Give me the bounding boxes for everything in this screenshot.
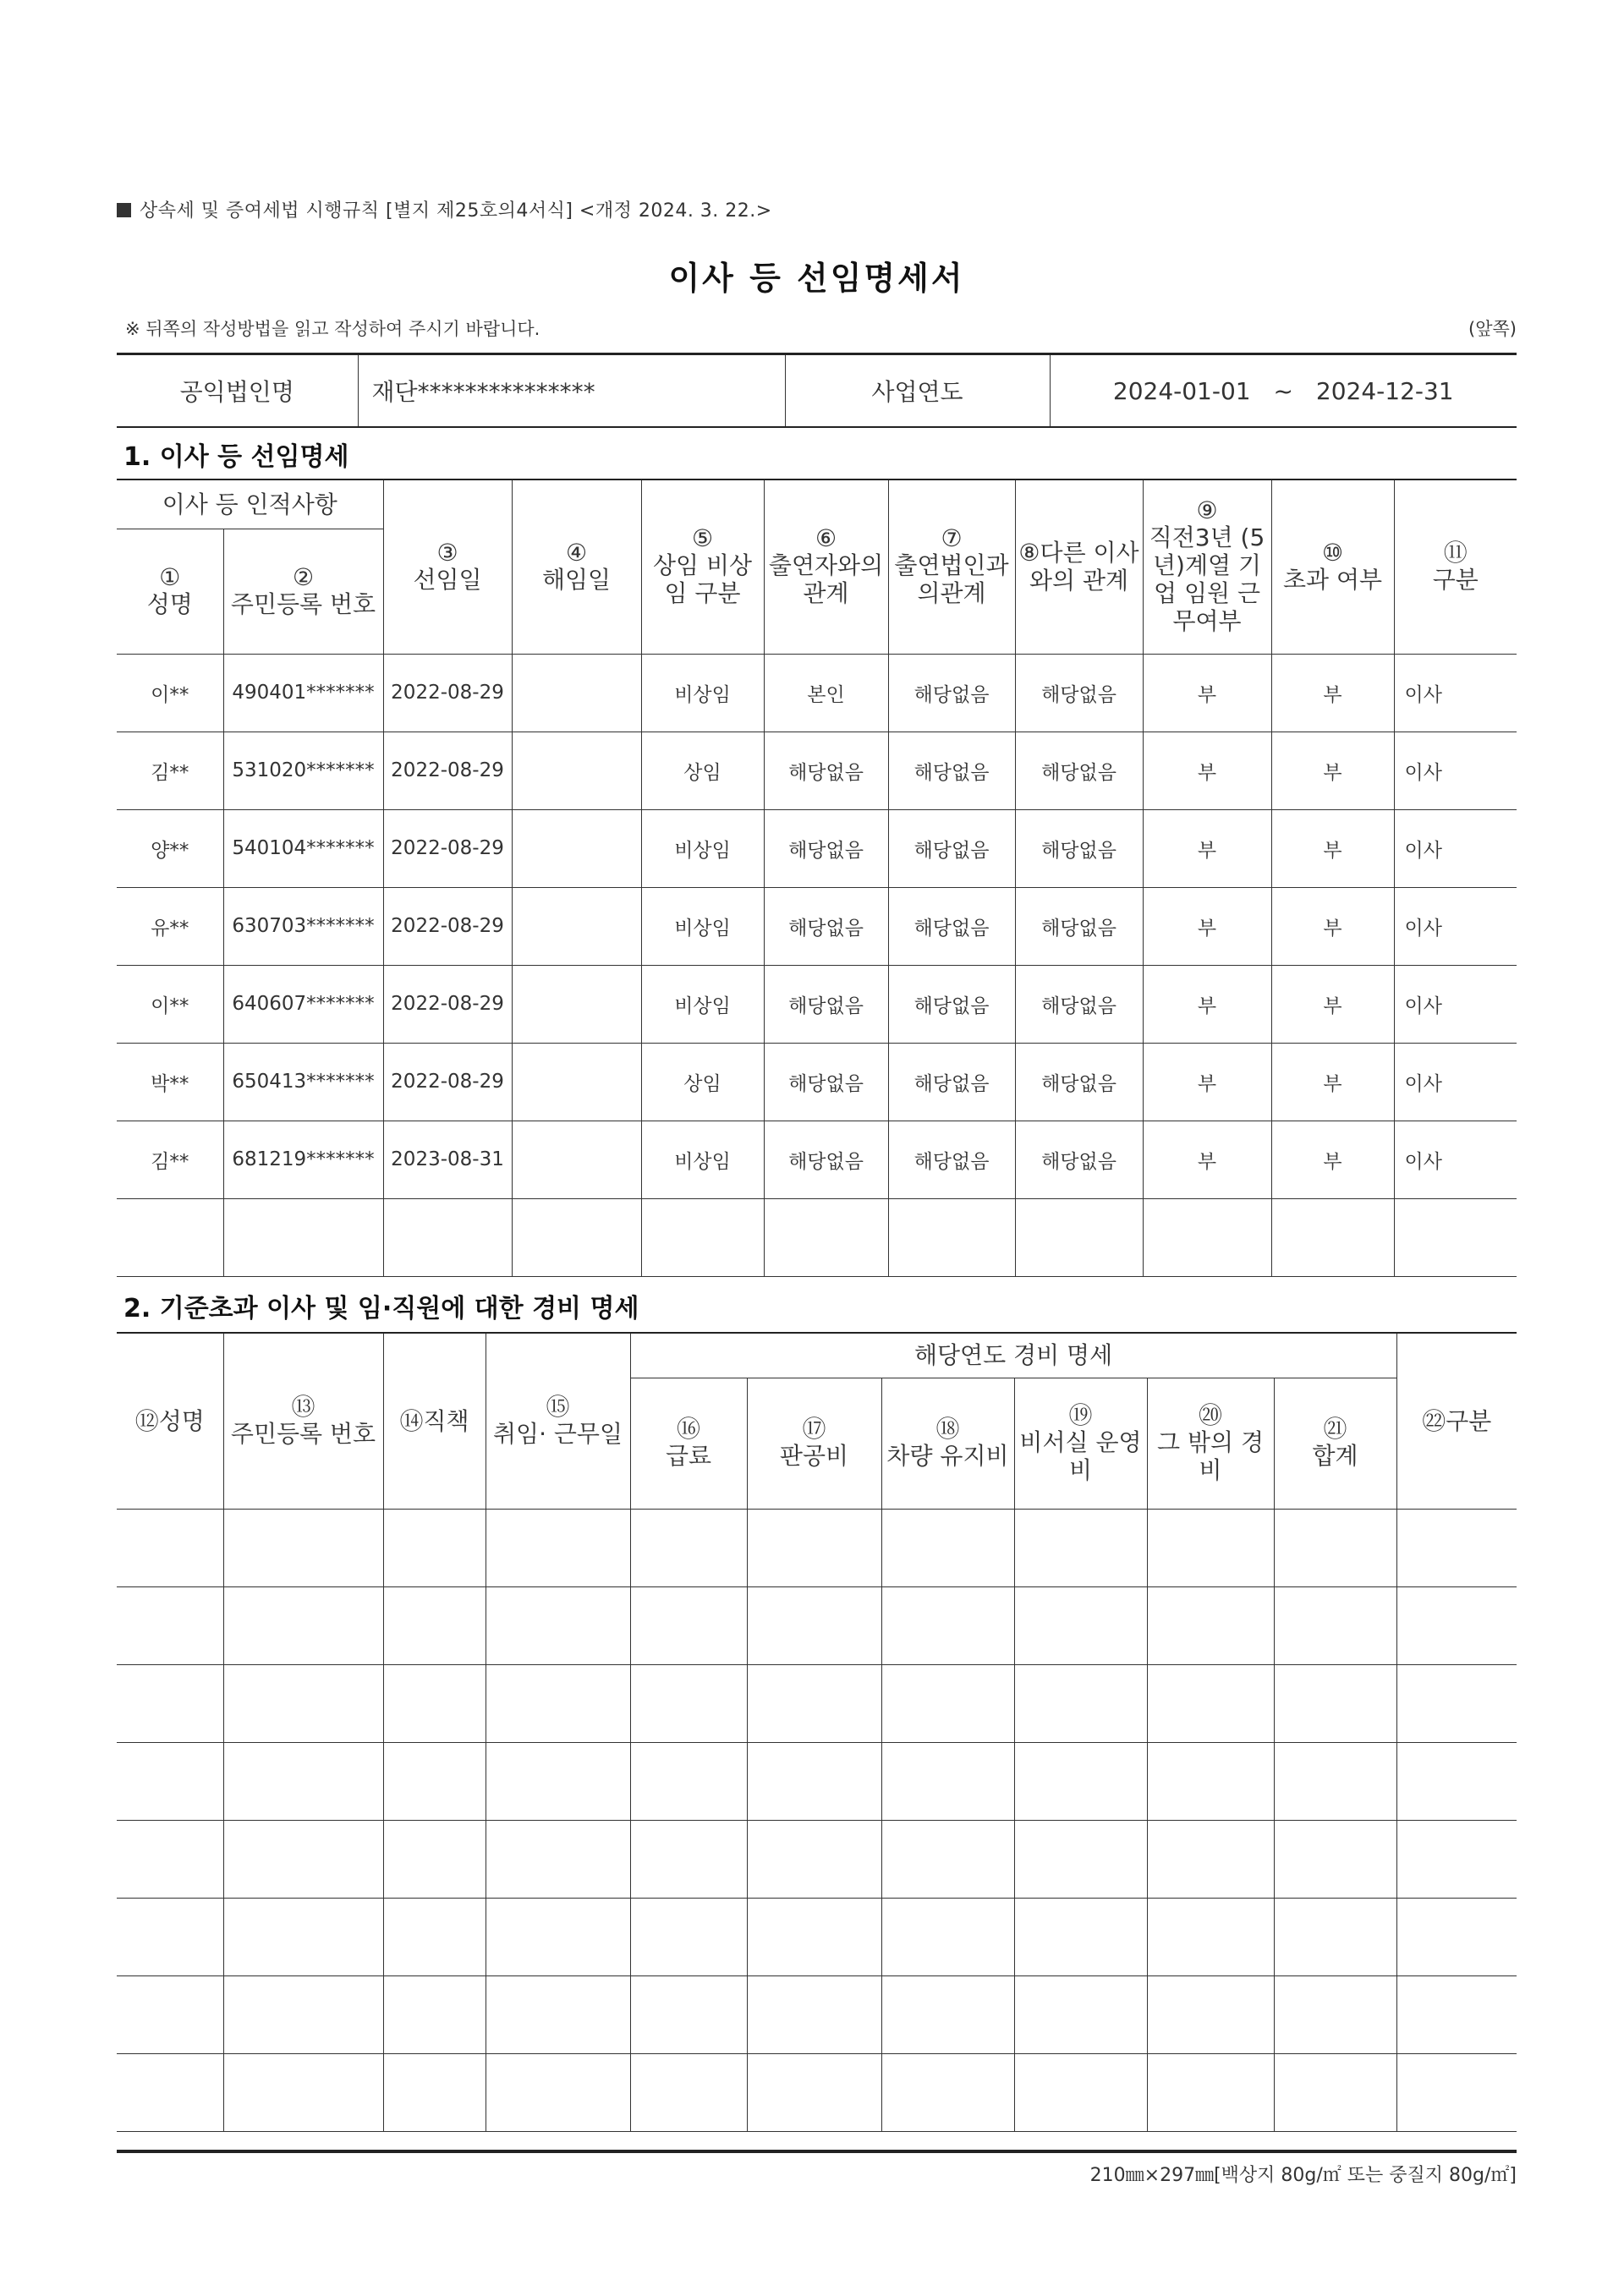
table-cell[interactable] <box>1014 1820 1147 1898</box>
table-cell[interactable]: 이사 <box>1394 654 1517 732</box>
table-cell[interactable] <box>630 1586 747 1664</box>
table-cell[interactable]: 부 <box>1271 965 1394 1043</box>
col-header-19: ⑲ 비서실 운영비 <box>1014 1378 1147 1509</box>
table-cell[interactable] <box>1274 2053 1396 2131</box>
table-cell[interactable]: 해당없음 <box>888 887 1015 965</box>
table-cell[interactable]: 상임 <box>641 732 764 809</box>
table-cell[interactable] <box>747 2053 881 2131</box>
col-header-21: ㉑ 합계 <box>1274 1378 1396 1509</box>
table-cell[interactable]: 부 <box>1271 887 1394 965</box>
table-cell[interactable]: 비상임 <box>641 887 764 965</box>
table-cell[interactable]: 본인 <box>764 654 888 732</box>
table-cell[interactable]: 양** <box>117 809 223 887</box>
table-cell[interactable] <box>512 1121 641 1198</box>
fiscal-year-end: 2024-12-31 <box>1315 376 1454 405</box>
col-header-3: ③ 선임일 <box>383 479 512 654</box>
table-cell[interactable] <box>383 2053 486 2131</box>
table-cell[interactable] <box>117 2053 223 2131</box>
table-cell[interactable] <box>881 1898 1014 1975</box>
table-cell[interactable] <box>223 1198 383 1276</box>
table-cell[interactable]: 해당없음 <box>1015 732 1143 809</box>
table-cell[interactable]: 비상임 <box>641 809 764 887</box>
table-cell[interactable] <box>117 1975 223 2053</box>
table-row <box>117 1975 1517 2053</box>
table-cell[interactable] <box>630 1742 747 1820</box>
fiscal-year-start: 2024-01-01 <box>1112 376 1251 405</box>
table-cell[interactable]: 부 <box>1271 732 1394 809</box>
table-cell[interactable]: 해당없음 <box>764 1043 888 1121</box>
table-cell[interactable] <box>383 1664 486 1742</box>
personal-info-header: 이사 등 인적사항 <box>117 479 383 529</box>
table-row <box>117 1509 1517 1586</box>
table-cell[interactable]: 해당없음 <box>764 809 888 887</box>
table-cell[interactable] <box>383 1898 486 1975</box>
table-cell[interactable] <box>1014 1586 1147 1664</box>
table-cell[interactable] <box>747 1509 881 1586</box>
form-notice: ※ 뒤쪽의 작성방법을 읽고 작성하여 주시기 바랍니다. <box>125 319 540 339</box>
table-cell[interactable] <box>223 1820 383 1898</box>
form-title: 이사 등 선임명세서 <box>668 260 965 297</box>
table-cell[interactable] <box>1147 1664 1274 1742</box>
table-cell[interactable] <box>1147 1509 1274 1586</box>
corp-info-table <box>117 353 1517 428</box>
table-cell[interactable] <box>1396 1742 1517 1820</box>
table-cell[interactable] <box>881 1664 1014 1742</box>
table-row <box>117 1586 1517 1664</box>
table-cell[interactable]: 해당없음 <box>764 1121 888 1198</box>
table-cell[interactable]: 2022-08-29 <box>383 1043 512 1121</box>
col-header-12: ⑫성명 <box>117 1333 223 1509</box>
table-row <box>117 1742 1517 1820</box>
table-cell[interactable]: 2022-08-29 <box>383 732 512 809</box>
table-row <box>117 809 1517 887</box>
table-cell[interactable]: 해당없음 <box>888 732 1015 809</box>
table-cell[interactable]: 해당없음 <box>888 965 1015 1043</box>
table-cell[interactable]: 531020******* <box>223 732 383 809</box>
table-cell[interactable]: 비상임 <box>641 1121 764 1198</box>
table-cell[interactable]: 부 <box>1271 809 1394 887</box>
table-cell[interactable]: 부 <box>1143 1043 1271 1121</box>
table-cell[interactable] <box>881 1742 1014 1820</box>
table-cell[interactable] <box>1396 1586 1517 1664</box>
table-cell[interactable] <box>383 1820 486 1898</box>
section1-title: 1. 이사 등 선임명세 <box>123 442 349 472</box>
table-cell[interactable] <box>1014 1509 1147 1586</box>
table-cell[interactable] <box>881 2053 1014 2131</box>
table-cell[interactable] <box>117 1586 223 1664</box>
fiscal-year-label: 사업연도 <box>785 354 1050 428</box>
table-cell[interactable] <box>486 2053 630 2131</box>
table-cell[interactable] <box>630 1664 747 1742</box>
col-header-4: ④ 해임일 <box>512 479 641 654</box>
table-cell[interactable]: 김** <box>117 732 223 809</box>
table-cell[interactable] <box>1396 1509 1517 1586</box>
table-cell[interactable] <box>1271 1198 1394 1276</box>
table-cell[interactable] <box>881 1975 1014 2053</box>
col-header-5: ⑤ 상임 비상임 구분 <box>641 479 764 654</box>
table-cell[interactable]: 650413******* <box>223 1043 383 1121</box>
table-cell[interactable] <box>117 1198 223 1276</box>
table-cell[interactable]: 부 <box>1143 654 1271 732</box>
col-header-20: ⑳ 그 밖의 경비 <box>1147 1378 1274 1509</box>
table-cell[interactable]: 630703******* <box>223 887 383 965</box>
table-cell[interactable]: 비상임 <box>641 654 764 732</box>
col-header-18: ⑱ 차량 유지비 <box>881 1378 1014 1509</box>
table-cell[interactable] <box>486 1975 630 2053</box>
table-cell[interactable] <box>512 1043 641 1121</box>
table-cell[interactable] <box>223 2053 383 2131</box>
table-cell[interactable] <box>117 1820 223 1898</box>
table-row <box>117 1898 1517 1975</box>
table-cell[interactable] <box>1274 1509 1396 1586</box>
table-cell[interactable]: 2023-08-31 <box>383 1121 512 1198</box>
table-cell[interactable] <box>512 732 641 809</box>
table-cell[interactable]: 이사 <box>1394 809 1517 887</box>
table-cell[interactable] <box>881 1820 1014 1898</box>
table-cell[interactable]: 2022-08-29 <box>383 887 512 965</box>
table-cell[interactable] <box>641 1198 764 1276</box>
table-cell[interactable] <box>1274 1742 1396 1820</box>
table-cell[interactable]: 해당없음 <box>764 732 888 809</box>
col-header-17: ⑰ 판공비 <box>747 1378 881 1509</box>
table-cell[interactable] <box>223 1742 383 1820</box>
table-cell[interactable] <box>888 1198 1015 1276</box>
table-cell[interactable]: 해당없음 <box>764 887 888 965</box>
table-cell[interactable]: 김** <box>117 1121 223 1198</box>
table-cell[interactable] <box>747 1586 881 1664</box>
col-header-16: ⑯ 급료 <box>630 1378 747 1509</box>
table-cell[interactable] <box>630 1975 747 2053</box>
table-cell[interactable] <box>486 1742 630 1820</box>
table-cell[interactable]: 유** <box>117 887 223 965</box>
table-cell[interactable] <box>223 1975 383 2053</box>
table-cell[interactable] <box>1396 1898 1517 1975</box>
table-cell[interactable] <box>1274 1820 1396 1898</box>
table-cell[interactable] <box>1014 1742 1147 1820</box>
table-cell[interactable] <box>747 1820 881 1898</box>
table-cell[interactable]: 490401******* <box>223 654 383 732</box>
table-cell[interactable]: 해당없음 <box>888 809 1015 887</box>
table-cell[interactable]: 2022-08-29 <box>383 654 512 732</box>
legal-reference <box>117 196 772 222</box>
fiscal-year-separator: ~ <box>1273 376 1293 405</box>
table-cell[interactable] <box>117 1898 223 1975</box>
table-row <box>117 887 1517 965</box>
table-cell[interactable] <box>1147 1820 1274 1898</box>
table-cell[interactable] <box>1147 1898 1274 1975</box>
table-row <box>117 1198 1517 1276</box>
table-cell[interactable] <box>1143 1198 1271 1276</box>
expense-table <box>117 1332 1517 2132</box>
table-cell[interactable] <box>1147 2053 1274 2131</box>
table-cell[interactable]: 부 <box>1143 887 1271 965</box>
table-cell[interactable]: 이사 <box>1394 887 1517 965</box>
col-header-7: ⑦ 출연법인과의관계 <box>888 479 1015 654</box>
table-cell[interactable] <box>117 1742 223 1820</box>
table-cell[interactable]: 부 <box>1143 809 1271 887</box>
corp-name-label: 공익법인명 <box>179 378 294 406</box>
table-cell[interactable] <box>1014 1975 1147 2053</box>
table-cell[interactable] <box>881 1586 1014 1664</box>
corp-name-value: 재단*************** <box>358 354 785 428</box>
table-cell[interactable]: 이사 <box>1394 1121 1517 1198</box>
table-cell[interactable]: 681219******* <box>223 1121 383 1198</box>
table-cell[interactable] <box>383 1742 486 1820</box>
table-cell[interactable] <box>512 654 641 732</box>
table-cell[interactable]: 해당없음 <box>888 654 1015 732</box>
table-cell[interactable]: 해당없음 <box>888 1043 1015 1121</box>
table-row <box>117 1121 1517 1198</box>
col-header-2: ② 주민등록 번호 <box>223 529 383 654</box>
table-cell[interactable]: 2022-08-29 <box>383 965 512 1043</box>
table-cell[interactable] <box>1274 1975 1396 2053</box>
table-cell[interactable] <box>630 2053 747 2131</box>
col-header-15: ⑮ 취임· 근무일 <box>486 1333 630 1509</box>
table-cell[interactable] <box>630 1509 747 1586</box>
table-cell[interactable] <box>1014 2053 1147 2131</box>
table-cell[interactable] <box>512 809 641 887</box>
table-cell[interactable] <box>1396 1664 1517 1742</box>
table-cell[interactable] <box>117 1664 223 1742</box>
table-row <box>117 1820 1517 1898</box>
page-side-label: (앞쪽) <box>1468 319 1517 339</box>
director-table <box>117 479 1517 1277</box>
table-cell[interactable]: 해당없음 <box>1015 1043 1143 1121</box>
table-cell[interactable]: 540104******* <box>223 809 383 887</box>
table-cell[interactable] <box>1147 1742 1274 1820</box>
table-cell[interactable]: 2022-08-29 <box>383 809 512 887</box>
table-cell[interactable]: 이사 <box>1394 732 1517 809</box>
table-row <box>117 654 1517 732</box>
table-cell[interactable] <box>383 1198 512 1276</box>
table-cell[interactable]: 640607******* <box>223 965 383 1043</box>
table-cell[interactable] <box>223 1898 383 1975</box>
table-cell[interactable] <box>486 1509 630 1586</box>
table-cell[interactable] <box>223 1664 383 1742</box>
table-cell[interactable]: 해당없음 <box>1015 809 1143 887</box>
table-cell[interactable] <box>383 1509 486 1586</box>
col-header-11: ⑪ 구분 <box>1394 479 1517 654</box>
table-row <box>117 732 1517 809</box>
table-cell[interactable]: 부 <box>1271 1121 1394 1198</box>
table-cell[interactable] <box>1015 1198 1143 1276</box>
table-cell[interactable]: 해당없음 <box>1015 887 1143 965</box>
table-cell[interactable] <box>512 965 641 1043</box>
table-cell[interactable]: 이** <box>117 654 223 732</box>
expense-group-header: 해당연도 경비 명세 <box>630 1333 1396 1378</box>
table-cell[interactable]: 해당없음 <box>1015 965 1143 1043</box>
table-cell[interactable]: 부 <box>1143 1121 1271 1198</box>
table-cell[interactable]: 해당없음 <box>888 1121 1015 1198</box>
table-cell[interactable] <box>1274 1586 1396 1664</box>
table-cell[interactable] <box>1394 1198 1517 1276</box>
table-cell[interactable] <box>486 1898 630 1975</box>
table-cell[interactable] <box>1396 1820 1517 1898</box>
table-cell[interactable] <box>383 1586 486 1664</box>
table-cell[interactable]: 부 <box>1271 1043 1394 1121</box>
square-bullet-icon <box>117 203 131 217</box>
table-cell[interactable] <box>1274 1898 1396 1975</box>
table-cell[interactable]: 해당없음 <box>764 965 888 1043</box>
table-cell[interactable] <box>1274 1664 1396 1742</box>
table-cell[interactable] <box>1014 1898 1147 1975</box>
col-header-6: ⑥ 출연자와의 관계 <box>764 479 888 654</box>
table-cell[interactable] <box>1147 1975 1274 2053</box>
col-header-9: ⑨ 직전3년 (5년)계열 기업 임원 근무여부 <box>1143 479 1271 654</box>
table-cell[interactable] <box>747 1742 881 1820</box>
table-cell[interactable] <box>117 1509 223 1586</box>
table-cell[interactable] <box>747 1975 881 2053</box>
table-cell[interactable]: 상임 <box>641 1043 764 1121</box>
table-cell[interactable]: 부 <box>1271 654 1394 732</box>
table-row <box>117 1043 1517 1121</box>
table-cell[interactable]: 해당없음 <box>1015 1121 1143 1198</box>
table-cell[interactable]: 이** <box>117 965 223 1043</box>
table-cell[interactable] <box>1014 1664 1147 1742</box>
bottom-rule <box>117 2150 1517 2153</box>
table-cell[interactable]: 부 <box>1143 732 1271 809</box>
table-cell[interactable]: 비상임 <box>641 965 764 1043</box>
fiscal-year-value <box>1050 354 1517 428</box>
col-header-10: ⑩ 초과 여부 <box>1271 479 1394 654</box>
table-cell[interactable]: 해당없음 <box>1015 654 1143 732</box>
table-cell[interactable] <box>223 1586 383 1664</box>
col-header-22: ㉒구분 <box>1396 1333 1517 1509</box>
col-header-14: ⑭직책 <box>383 1333 486 1509</box>
col-header-13: ⑬ 주민등록 번호 <box>223 1333 383 1509</box>
table-cell[interactable] <box>881 1509 1014 1586</box>
table-cell[interactable] <box>383 1975 486 2053</box>
table-cell[interactable] <box>747 1898 881 1975</box>
table-cell[interactable] <box>1396 2053 1517 2131</box>
table-cell[interactable] <box>512 1198 641 1276</box>
table-cell[interactable] <box>630 1898 747 1975</box>
table-cell[interactable] <box>630 1820 747 1898</box>
table-cell[interactable] <box>747 1664 881 1742</box>
table-cell[interactable] <box>512 887 641 965</box>
table-cell[interactable] <box>223 1509 383 1586</box>
paper-spec: 210㎜×297㎜[백상지 80g/㎡ 또는 중질지 80g/㎡] <box>1089 2165 1517 2186</box>
table-cell[interactable]: 박** <box>117 1043 223 1121</box>
table-cell[interactable] <box>486 1820 630 1898</box>
table-cell[interactable] <box>486 1664 630 1742</box>
table-row <box>117 2053 1517 2131</box>
table-row <box>117 1664 1517 1742</box>
section2-title: 2. 기준초과 이사 및 임·직원에 대한 경비 명세 <box>123 1294 639 1323</box>
col-header-8: ⑧다른 이사와의 관계 <box>1015 479 1143 654</box>
table-cell[interactable] <box>1147 1586 1274 1664</box>
table-cell[interactable]: 부 <box>1143 965 1271 1043</box>
table-cell[interactable]: 이사 <box>1394 965 1517 1043</box>
table-row <box>117 965 1517 1043</box>
col-header-1: ① 성명 <box>117 529 223 654</box>
table-cell[interactable] <box>764 1198 888 1276</box>
legal-reference-text: 상속세 및 증여세법 시행규칙 [별지 제25호의4서식] <개정 2024. 3. 22.> <box>140 200 772 222</box>
table-cell[interactable]: 이사 <box>1394 1043 1517 1121</box>
table-cell[interactable] <box>486 1586 630 1664</box>
table-cell[interactable] <box>1396 1975 1517 2053</box>
